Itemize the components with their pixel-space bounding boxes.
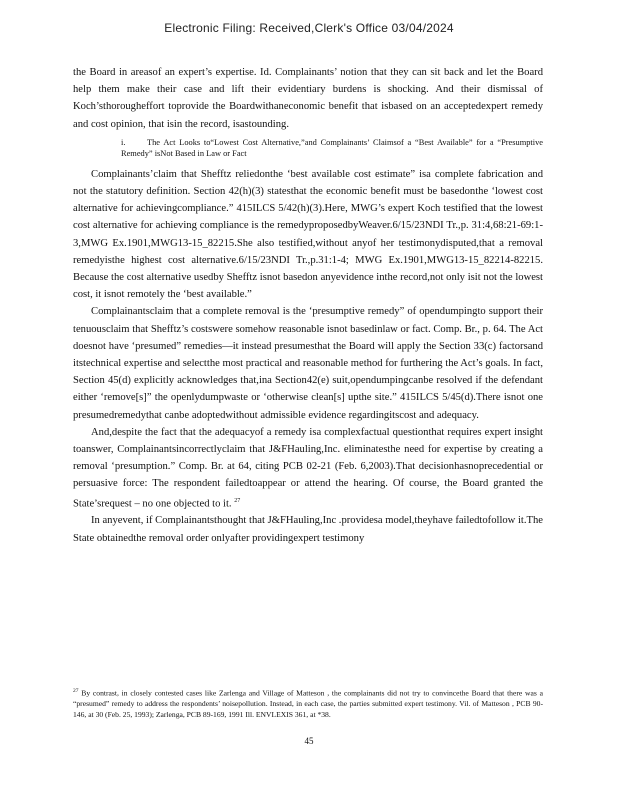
footnote xyxy=(73,686,543,720)
paragraph-jf-hauling xyxy=(73,424,543,513)
footnote-reference: 27 xyxy=(234,497,241,504)
section-heading xyxy=(73,137,543,160)
filing-stamp-header: Electronic Filing: Received,Clerk's Office 03/04/2024 xyxy=(164,21,454,35)
paragraph-lowest-cost: Complainants’claim that Shefftz reliedonthe ‘best available cost estimate” isa complete fabrication and not the statutory definition. Section 42(h)(3) statesthat the economic benefit must be basedonthe ‘lowest cost alternative for achievingcompliance.” 415ILCS 5/42(h)(3).Here, MWG’s expert Koch testified that the lowest cost alternative for achieving compliance is the remedyproposedbyWeaver.6/15/23NDI Tr.,p. 31:4,68:21-69:1-3,MWG Ex.1901,MWG13-15_82215.She also testified,without anyof her testimonydisputed,that a removal remedyisthe highest cost alternative.6/15/23NDI Tr.,p.31:1-4; MWG Ex.1901,MWG13-15_82214-82215. Because the cost alternative usedby Shefftz isnot basedon anyevidence inthe record,not only isit not the lowest cost, it isnot remotely the ‘best available.” xyxy=(73,168,543,301)
paragraph-model: In anyevent, if Complainantsthought that J&FHauling,Inc .providesa model,theyhave failedtofollow it.The State obtainedthe removal order onlyafter providingexpert testimony xyxy=(73,515,543,544)
paragraph-jf-hauling-text: And,despite the fact that the adequacyof a remedy isa complexfactual questionthat requires expert insight toanswer, Complainantsincorrectlyclaim that J&FHauling,Inc. eliminatesthe need for expertise by creating a removal ‘presumption.” Comp. Br. at 64, citing PCB 02-21 (Feb. 6,2003).That decisionhasnoprecedential or persuasive force: The respondent failedtoappear or attend the hearing. Of course, the Board granted the State’srequest – no one objected to it. xyxy=(73,426,543,510)
paragraph-presumptive-remedy: Complainantsclaim that a complete removal is the ‘presumptive remedy” of opendumpingto support their tenuousclaim that Shefftz’s costswere somehow reasonable isnot basedinlaw or fact. Comp. Br., p. 64. The Act doesnot have ‘presumed” remedies—it instead presumesthat the Board will apply the Section 33(c) factorsand itstechnical expertise and selectthe most practical and reasonable method for furthering the Act’s goals. In fact, Section 45(d) explicitly acknowledges that,ina Section42(e) suit,opendumpingcanbe resolved if the defendant either ‘remove[s]” the openlydumpwaste or ‘otherwise clean[s] upthe site.” 415ILCS 5/45(d).There isnot one presumedremedythat canbe adoptedwithout admissible evidence regardingitscost and adequacy. xyxy=(73,306,543,421)
footnote-text: By contrast, in closely contested cases like Zarlenga and Village of Matteson , the complainants did not try to convincethe Board that there was a “presumed” remedy to address the respondents’ noisepollution. Instead, in each case, the parties submitted expert testimony. Vil. of Matteson , PCB 90-146, at 30 (Feb. 25, 1993); Zarlenga, PCB 89-169, 1991 Ill. ENVLEXIS 361, at *38. xyxy=(73,688,543,719)
page-number: 45 xyxy=(304,736,314,746)
section-heading-text: The Act Looks to“Lowest Cost Alternative,”and Complainants’ Claimsof a “Best Available” for a “Presumptive Remedy” isNot Based in Law or Fact xyxy=(121,137,543,159)
footnotes xyxy=(73,686,543,720)
paragraph-continuation: the Board in areasof an expert’s expertise. Id. Complainants’ notion that they can sit back and let the Board help them make their case and lift their evidentiary burdens is shocking. And their dismissal of Koch’sthorougheffort toprovide the Boardwithaneconomic benefit that isbased on an acceptedexpert remedy and cost opinion, that isin the record, isastounding. xyxy=(73,67,543,130)
footnote-number: 27 xyxy=(73,688,79,694)
body-text xyxy=(73,64,543,547)
section-heading-number: i. xyxy=(121,137,126,147)
